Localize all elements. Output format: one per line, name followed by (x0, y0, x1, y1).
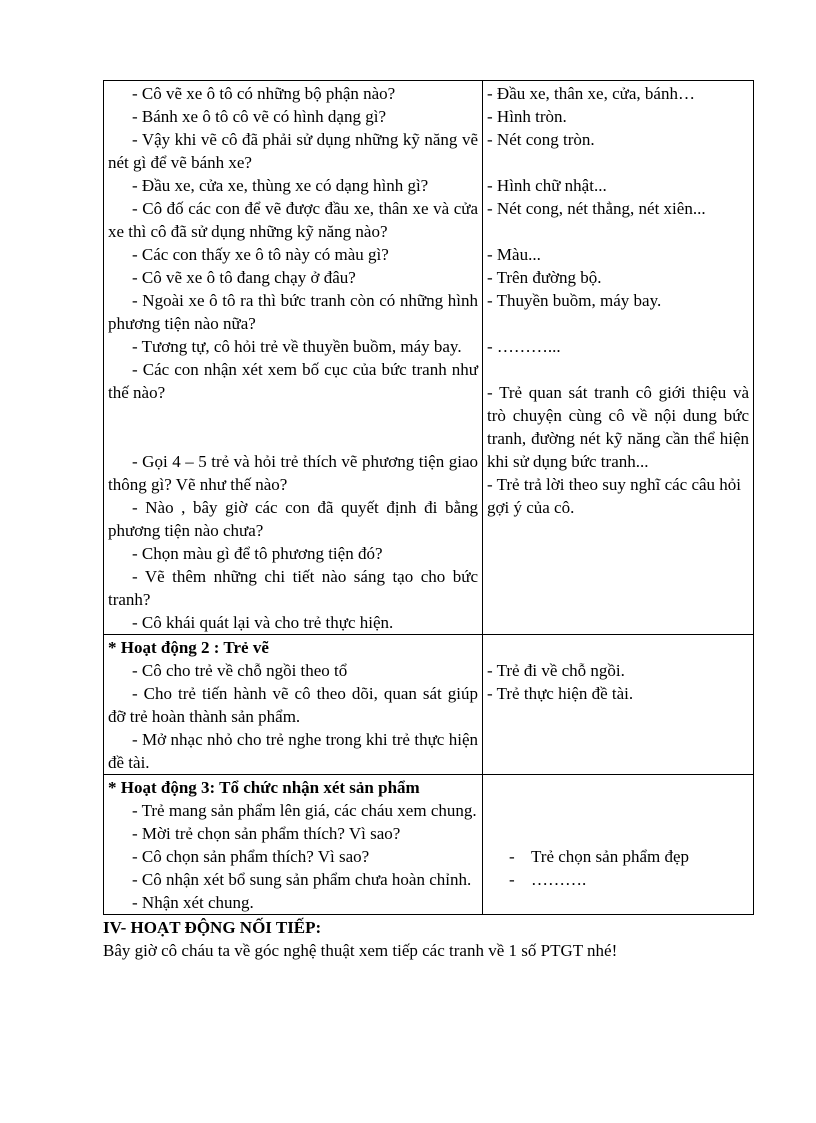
text-line: - Vẽ thêm những chi tiết nào sáng tạo cho bức tranh? (108, 567, 478, 609)
text-line: - ………... (487, 337, 561, 356)
lesson-table (103, 80, 754, 915)
text-line: - Trẻ trả lời theo suy nghĩ các câu hỏi gợi ý của cô. (487, 475, 742, 517)
text-line: - Hình tròn. (487, 107, 567, 126)
teacher-activities-3 (104, 775, 483, 915)
text-line: - Trên đường bộ. (487, 268, 602, 287)
bullet-list (487, 845, 749, 891)
text-line: - Tương tự, cô hỏi trẻ về thuyền buồm, máy bay. (132, 337, 462, 356)
text-line: - Mở nhạc nhỏ cho trẻ nghe trong khi trẻ thực hiện đề tài. (108, 730, 478, 772)
text-line: - Vậy khi vẽ cô đã phải sử dụng những kỹ năng vẽ nét gì để vẽ bánh xe? (108, 130, 478, 172)
text-line: - Cô nhận xét bổ sung sản phẩm chưa hoàn chỉnh. (132, 870, 472, 889)
teacher-activities-2 (104, 635, 483, 775)
text-line: - Gọi 4 – 5 trẻ và hỏi trẻ thích vẽ phương tiện giao thông gì? Vẽ như thế nào? (108, 452, 478, 494)
list-item: - Trẻ chọn sản phẩm đẹp (509, 847, 690, 866)
text-line: - Màu... (487, 245, 541, 264)
text-line: - Mời trẻ chọn sản phẩm thích? Vì sao? (132, 824, 401, 843)
child-activities-2 (483, 635, 754, 775)
document-page (103, 80, 753, 962)
text-line: - Các con thấy xe ô tô này có màu gì? (132, 245, 389, 264)
text-line: Trẻ chọn sản phẩm đẹp (531, 847, 690, 866)
text-line: - Các con nhận xét xem bố cục của bức tranh như thế nào? (108, 360, 478, 402)
text-line: - Chọn màu gì để tô phương tiện đó? (132, 544, 383, 563)
text-line: - Đầu xe, cửa xe, thùng xe có dạng hình gì? (132, 176, 429, 195)
child-activities-1 (483, 81, 754, 635)
section-3-row (104, 775, 754, 915)
section-heading: * Hoạt động 2 : Trẻ vẽ (108, 638, 269, 657)
child-activities-3 (483, 775, 754, 915)
text-line: - Cô đố các con để vẽ được đầu xe, thân xe và cửa xe thì cô đã sử dụng những kỹ năng nào? (108, 199, 478, 241)
closing-text: Bây giờ cô cháu ta về góc nghệ thuật xem tiếp các tranh về 1 số PTGT nhé! (103, 941, 618, 960)
text-line: ………. (531, 870, 587, 889)
text-line: - Bánh xe ô tô cô vẽ có hình dạng gì? (132, 107, 386, 126)
text-line: - Cô chọn sản phẩm thích? Vì sao? (132, 847, 370, 866)
text-line: - Nào , bây giờ các con đã quyết định đi bằng phương tiện nào chưa? (108, 498, 478, 540)
text-line: - Cô vẽ xe ô tô có những bộ phận nào? (132, 84, 396, 103)
section-2-row (104, 635, 754, 775)
text-line: - Trẻ mang sản phẩm lên giá, các cháu xem chung. (132, 801, 477, 820)
text-line: - Cô khái quát lại và cho trẻ thực hiện. (132, 613, 394, 632)
text-line: - Trẻ quan sát tranh cô giới thiệu và trò chuyện cùng cô về nội dung bức tranh, đường nét kỹ năng cần thể hiện khi sử dụng bức tranh... (487, 383, 749, 471)
text-line: - Đầu xe, thân xe, cửa, bánh… (487, 84, 695, 103)
text-line: - Ngoài xe ô tô ra thì bức tranh còn có những hình phương tiện nào nữa? (108, 291, 478, 333)
section-heading: * Hoạt động 3: Tổ chức nhận xét sản phẩm (108, 778, 420, 797)
follow-up-section (103, 916, 753, 962)
text-line: - Nhận xét chung. (132, 893, 254, 912)
text-line: - Trẻ đi về chỗ ngồi. (487, 661, 625, 680)
text-line: - Cô cho trẻ về chỗ ngồi theo tổ (132, 661, 348, 680)
teacher-activities-1 (104, 81, 483, 635)
text-line: - Nét cong, nét thẳng, nét xiên... (487, 199, 706, 218)
list-item: - ………. (509, 870, 587, 889)
section-heading: IV- HOẠT ĐỘNG NỐI TIẾP: (103, 918, 322, 937)
text-line: - Hình chữ nhật... (487, 176, 607, 195)
text-line: - Cho trẻ tiến hành vẽ cô theo dõi, quan sát giúp đỡ trẻ hoàn thành sản phẩm. (108, 684, 478, 726)
text-line: - Cô vẽ xe ô tô đang chạy ở đâu? (132, 268, 356, 287)
text-line: - Thuyền buồm, máy bay. (487, 291, 662, 310)
text-line: - Trẻ thực hiện đề tài. (487, 684, 634, 703)
text-line: - Nét cong tròn. (487, 130, 595, 149)
section-1-row (104, 81, 754, 635)
